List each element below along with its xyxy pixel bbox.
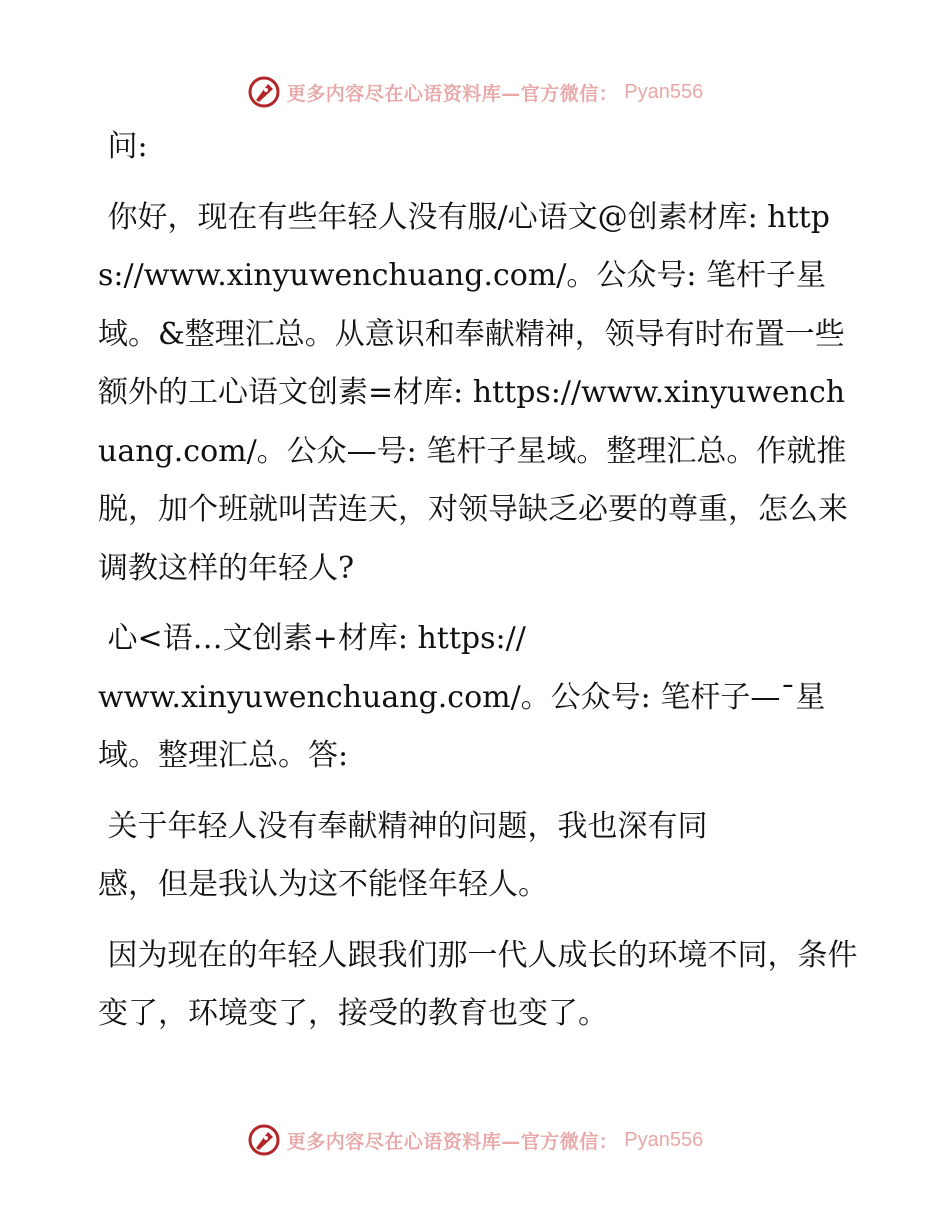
pen-nib-logo-icon	[247, 75, 281, 109]
document-body	[98, 118, 858, 1044]
footer-banner-wechat-id: Pyan556	[624, 1128, 704, 1151]
answer-paragraph-2: 因为现在的年轻人跟我们那一代人成长的环境不同，条件变了，环境变了，接受的教育也变了。	[98, 937, 858, 1031]
question-label: 问:	[98, 129, 148, 164]
answer-paragraph-1: 关于年轻人没有奉献精神的问题，我也深有同 感，但是我认为这不能怪年轻人。	[98, 808, 708, 902]
header-banner-wechat-id: Pyan556	[624, 80, 704, 103]
question-paragraph: 你好，现在有些年轻人没有服/心语文@创素材库: https://www.xinyuwenchuang.com/。公众号: 笔杆子星域。&整理汇总。从意识和奉献精神，领导有时布置一些额外的工心语文创素=材库: https://www.xinyuwenchuang.com/。公众—号: 笔杆子星域。整理汇总。作就推脱，加个班就叫苦连天，对领导缺乏必要的尊重，怎么来调教这样的年轻人?	[98, 199, 848, 586]
header-banner-text: 更多内容尽在心语资料库—官方微信：	[286, 82, 619, 105]
pen-nib-logo-icon	[247, 1123, 281, 1157]
answer-label-paragraph: 心<语…文创素+材库: https:// www.xinyuwenchuang.com/。公众号: 笔杆子—¯星域。整理汇总。答:	[98, 621, 826, 773]
footer-banner	[0, 1120, 950, 1160]
header-banner	[0, 72, 950, 112]
footer-banner-text: 更多内容尽在心语资料库—官方微信：	[286, 1130, 619, 1153]
